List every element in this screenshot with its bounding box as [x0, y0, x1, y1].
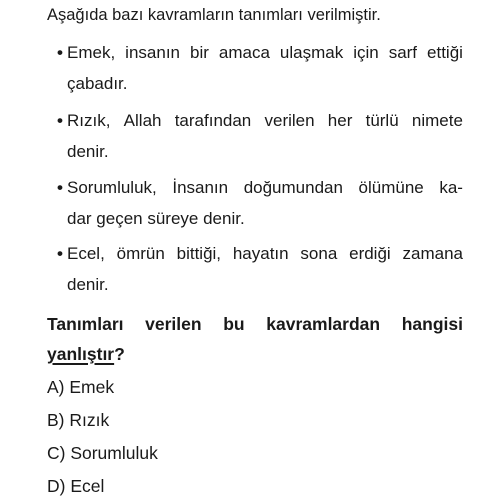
word: İnsanın	[172, 178, 229, 197]
bullet-icon: •	[57, 178, 63, 197]
underlined-keyword: yanlıştır	[47, 344, 115, 364]
question-stem	[47, 309, 463, 369]
word: doğumundan	[243, 178, 343, 197]
question-mark: ?	[114, 344, 125, 364]
word: bittiği,	[176, 244, 222, 263]
word: bu	[223, 314, 245, 334]
word: verilen	[145, 314, 202, 334]
word: nimete	[411, 111, 463, 130]
word: ka-	[439, 178, 463, 197]
definition-line-2: dar geçen süreye denir.	[67, 209, 245, 228]
definition-line-1	[57, 172, 463, 203]
question-line-2	[47, 339, 463, 369]
word: türlü	[365, 111, 399, 130]
bullet-icon: •	[57, 244, 63, 263]
word: ölümüne	[358, 178, 424, 197]
definition-rizik	[57, 105, 463, 167]
bullet-icon: •	[57, 43, 63, 62]
definition-line-2: çabadır.	[67, 74, 128, 93]
word: sarf	[388, 43, 418, 62]
word: ömrün	[116, 244, 165, 263]
word: Allah	[123, 111, 162, 130]
definition-sorumluluk	[57, 172, 463, 234]
word: sona	[300, 244, 338, 263]
definition-ecel	[57, 238, 463, 300]
word: verilen	[264, 111, 315, 130]
word: zamana	[402, 244, 463, 263]
option-c[interactable]: C) Sorumluluk	[47, 443, 158, 463]
definition-emek	[57, 37, 463, 99]
definition-line-2: denir.	[67, 275, 109, 294]
option-a[interactable]: A) Emek	[47, 377, 115, 397]
word: için	[353, 43, 379, 62]
word: hangisi	[401, 314, 463, 334]
definition-line-2: denir.	[67, 142, 109, 161]
definition-line-1	[57, 238, 463, 269]
option-b[interactable]: B) Rızık	[47, 410, 110, 430]
word: bir	[189, 43, 209, 62]
word: Sorumluluk,	[67, 178, 157, 197]
word: Tanımları	[47, 314, 124, 334]
word: erdiği	[349, 244, 391, 263]
word: ulaşmak	[279, 43, 344, 62]
definition-line-1	[57, 37, 463, 68]
bullet-icon: •	[57, 111, 63, 130]
word: hayatın	[232, 244, 289, 263]
definition-line-1	[57, 105, 463, 136]
word: insanın	[125, 43, 180, 62]
option-d[interactable]: D) Ecel	[47, 476, 105, 496]
word: her	[327, 111, 353, 130]
word: Emek,	[67, 43, 116, 62]
word: Rızık,	[67, 111, 111, 130]
word: kavramlardan	[266, 314, 381, 334]
question-line-1	[47, 309, 463, 339]
word: ettiği	[427, 43, 463, 62]
word: amaca	[218, 43, 270, 62]
intro-text: Aşağıda bazı kavramların tanımları verilmiştir.	[47, 6, 381, 24]
word: Ecel,	[67, 244, 105, 263]
word: tarafından	[174, 111, 252, 130]
